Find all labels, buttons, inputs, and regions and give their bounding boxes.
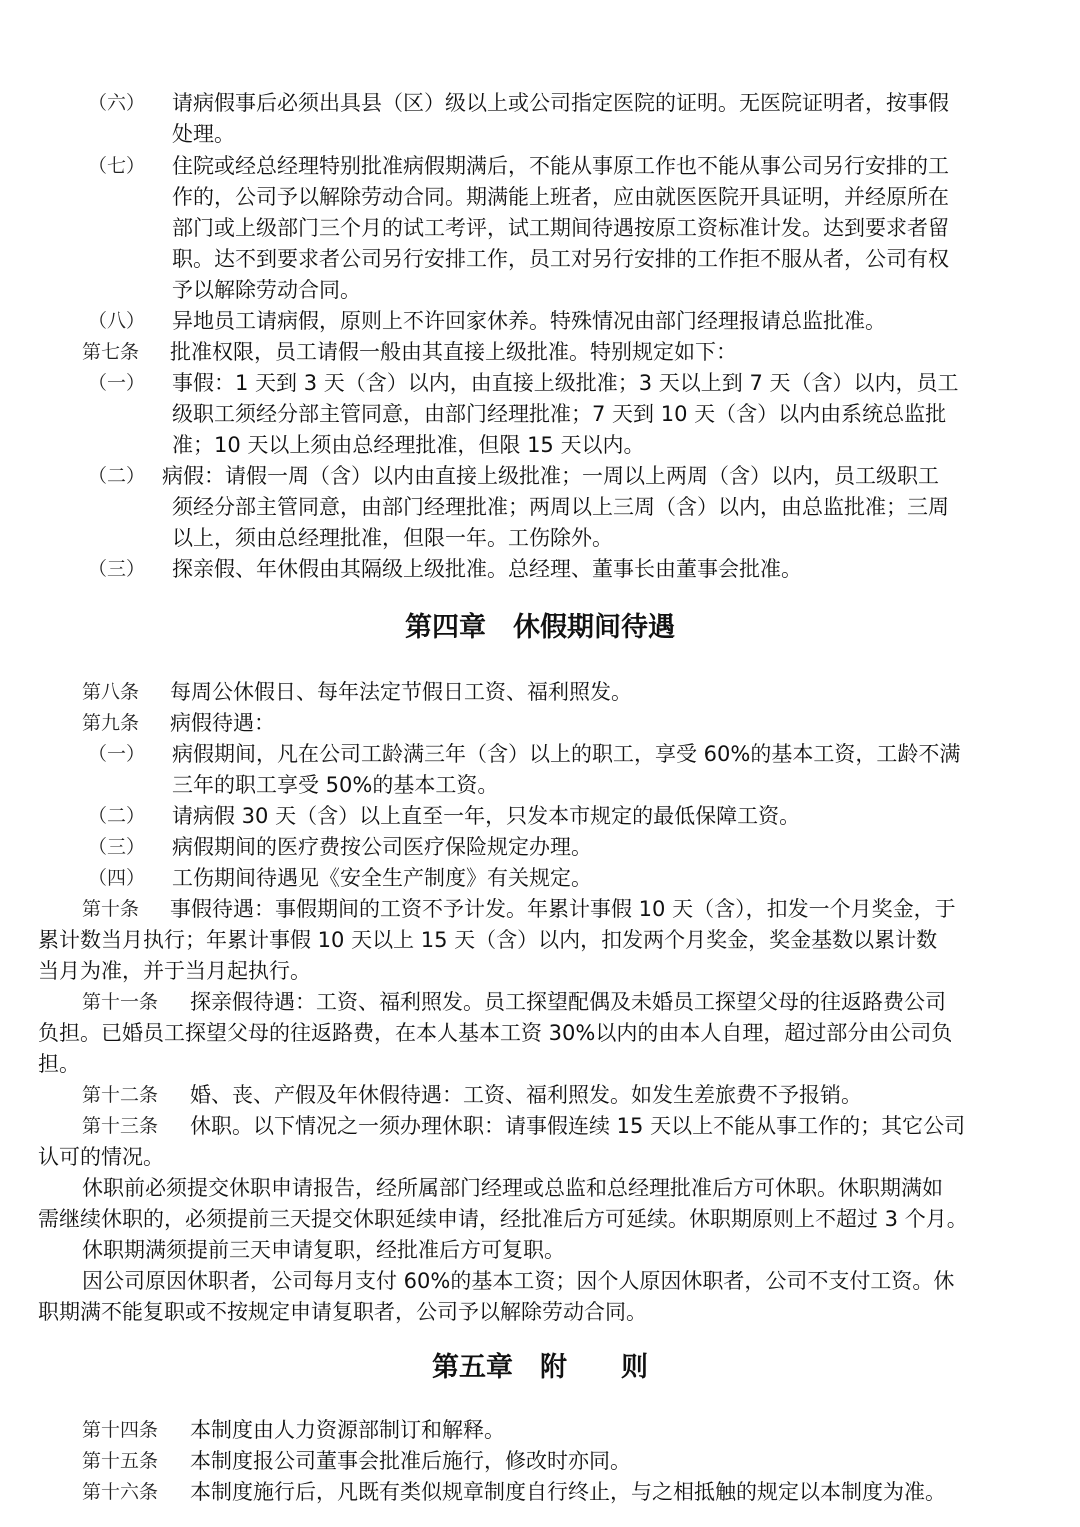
item-number: （七） xyxy=(88,155,146,177)
item-text: 准；10 天以上须由总经理批准，但限 15 天以内。 xyxy=(172,433,645,457)
article-number: 第十五条 xyxy=(82,1450,159,1472)
paragraph-text: 休职期满须提前三天申请复职，经批准后方可复职。 xyxy=(82,1238,565,1262)
item-text: 异地员工请病假，原则上不许回家休养。特殊情况由部门经理报请总监批准。 xyxy=(172,309,886,333)
paragraph-text: 需继续休职的，必须提前三天提交休职延续申请，经批准后方可延续。休职期原则上不超过 3 个月。 xyxy=(38,1207,968,1231)
article-text: 认可的情况。 xyxy=(38,1145,164,1169)
item-number: （三） xyxy=(88,558,146,580)
item-text: 以上，须由总经理批准，但限一年。工伤除外。 xyxy=(172,526,613,550)
article-text: 病假待遇： xyxy=(170,711,275,735)
item-text: 请病假事后必须出具县（区）级以上或公司指定医院的证明。无医院证明者，按事假 xyxy=(172,91,949,115)
item-text: 病假期间，凡在公司工龄满三年（含）以上的职工，享受 60%的基本工资，工龄不满 xyxy=(172,742,961,766)
article-number: 第十四条 xyxy=(82,1419,159,1441)
article-number: 第十二条 xyxy=(82,1084,159,1106)
item-text: 事假：1 天到 3 天（含）以内，由直接上级批准；3 天以上到 7 天（含）以内，员工 xyxy=(172,371,959,395)
item-text: 须经分部主管同意，由部门经理批准；两周以上三周（含）以内，由总监批准；三周 xyxy=(172,495,949,519)
article-text: 负担。已婚员工探望父母的往返路费，在本人基本工资 30%以内的由本人自理，超过部分由公司负 xyxy=(38,1021,953,1045)
item-text: 三年的职工享受 50%的基本工资。 xyxy=(172,773,499,797)
item-number: （三） xyxy=(88,836,146,858)
item-number: （一） xyxy=(88,372,146,394)
article-number: 第十六条 xyxy=(82,1481,159,1503)
article-number: 第十一条 xyxy=(82,991,159,1013)
item-text: 职。达不到要求者公司另行安排工作，员工对另行安排的工作拒不服从者，公司有权 xyxy=(172,247,949,271)
item-text: 住院或经总经理特别批准病假期满后，不能从事原工作也不能从事公司另行安排的工 xyxy=(172,154,949,178)
item-number: （六） xyxy=(88,92,146,114)
item-number: （二） xyxy=(88,465,146,487)
article-text: 探亲假待遇：工资、福利照发。员工探望配偶及未婚员工探望父母的往返路费公司 xyxy=(190,990,946,1014)
article-text: 担。 xyxy=(38,1052,80,1076)
article-text: 本制度施行后，凡既有类似规章制度自行终止，与之相抵触的规定以本制度为准。 xyxy=(190,1480,946,1504)
article-text: 婚、丧、产假及年休假待遇：工资、福利照发。如发生差旅费不予报销。 xyxy=(190,1083,862,1107)
paragraph-text: 职期满不能复职或不按规定申请复职者，公司予以解除劳动合同。 xyxy=(38,1300,647,1324)
article-text: 本制度报公司董事会批准后施行，修改时亦同。 xyxy=(190,1449,631,1473)
item-text: 请病假 30 天（含）以上直至一年，只发本市规定的最低保障工资。 xyxy=(172,804,801,828)
article-number: 第十条 xyxy=(82,898,140,920)
item-text: 病假期间的医疗费按公司医疗保险规定办理。 xyxy=(172,835,592,859)
item-text: 工伤期间待遇见《安全生产制度》有关规定。 xyxy=(172,866,592,890)
article-number: 第十三条 xyxy=(82,1115,159,1137)
article-number: 第七条 xyxy=(82,341,140,363)
item-number: （八） xyxy=(88,310,146,332)
item-number: （二） xyxy=(88,805,146,827)
article-text: 休职。以下情况之一须办理休职：请事假连续 15 天以上不能从事工作的；其它公司 xyxy=(190,1114,966,1138)
article-text: 当月为准，并于当月起执行。 xyxy=(38,959,311,983)
item-text: 处理。 xyxy=(172,122,235,146)
article-number: 第九条 xyxy=(82,712,140,734)
item-text: 探亲假、年休假由其隔级上级批准。总经理、董事长由董事会批准。 xyxy=(172,557,802,581)
item-text: 作的，公司予以解除劳动合同。期满能上班者，应由就医医院开具证明，并经原所在 xyxy=(172,185,949,209)
item-text: 级职工须经分部主管同意，由部门经理批准；7 天到 10 天（含）以内由系统总监批 xyxy=(172,402,947,426)
item-text: 予以解除劳动合同。 xyxy=(172,278,361,302)
article-number: 第八条 xyxy=(82,681,140,703)
item-number: （一） xyxy=(88,743,146,765)
article-text: 批准权限，员工请假一般由其直接上级批准。特别规定如下： xyxy=(170,340,737,364)
paragraph-text: 因公司原因休职者，公司每月支付 60%的基本工资；因个人原因休职者，公司不支付工资。休 xyxy=(82,1269,955,1293)
article-text: 累计数当月执行；年累计事假 10 天以上 15 天（含）以内，扣发两个月奖金，奖金基数以累计数 xyxy=(38,928,938,952)
paragraph-text: 休职前必须提交休职申请报告，经所属部门经理或总监和总经理批准后方可休职。休职期满如 xyxy=(82,1176,943,1200)
article-text: 本制度由人力资源部制订和解释。 xyxy=(190,1418,505,1442)
chapter-title: 第四章 休假期间待遇 xyxy=(405,612,675,643)
article-text: 事假待遇：事假期间的工资不予计发。年累计事假 10 天（含），扣发一个月奖金，于 xyxy=(170,897,956,921)
item-number: （四） xyxy=(88,867,146,889)
article-text: 每周公休假日、每年法定节假日工资、福利照发。 xyxy=(170,680,632,704)
item-text: 病假：请假一周（含）以内由直接上级批准；一周以上两周（含）以内，员工级职工 xyxy=(162,464,939,488)
chapter-title: 第五章 附 则 xyxy=(432,1352,648,1383)
item-text: 部门或上级部门三个月的试工考评，试工期间待遇按原工资标准计发。达到要求者留 xyxy=(172,216,949,240)
